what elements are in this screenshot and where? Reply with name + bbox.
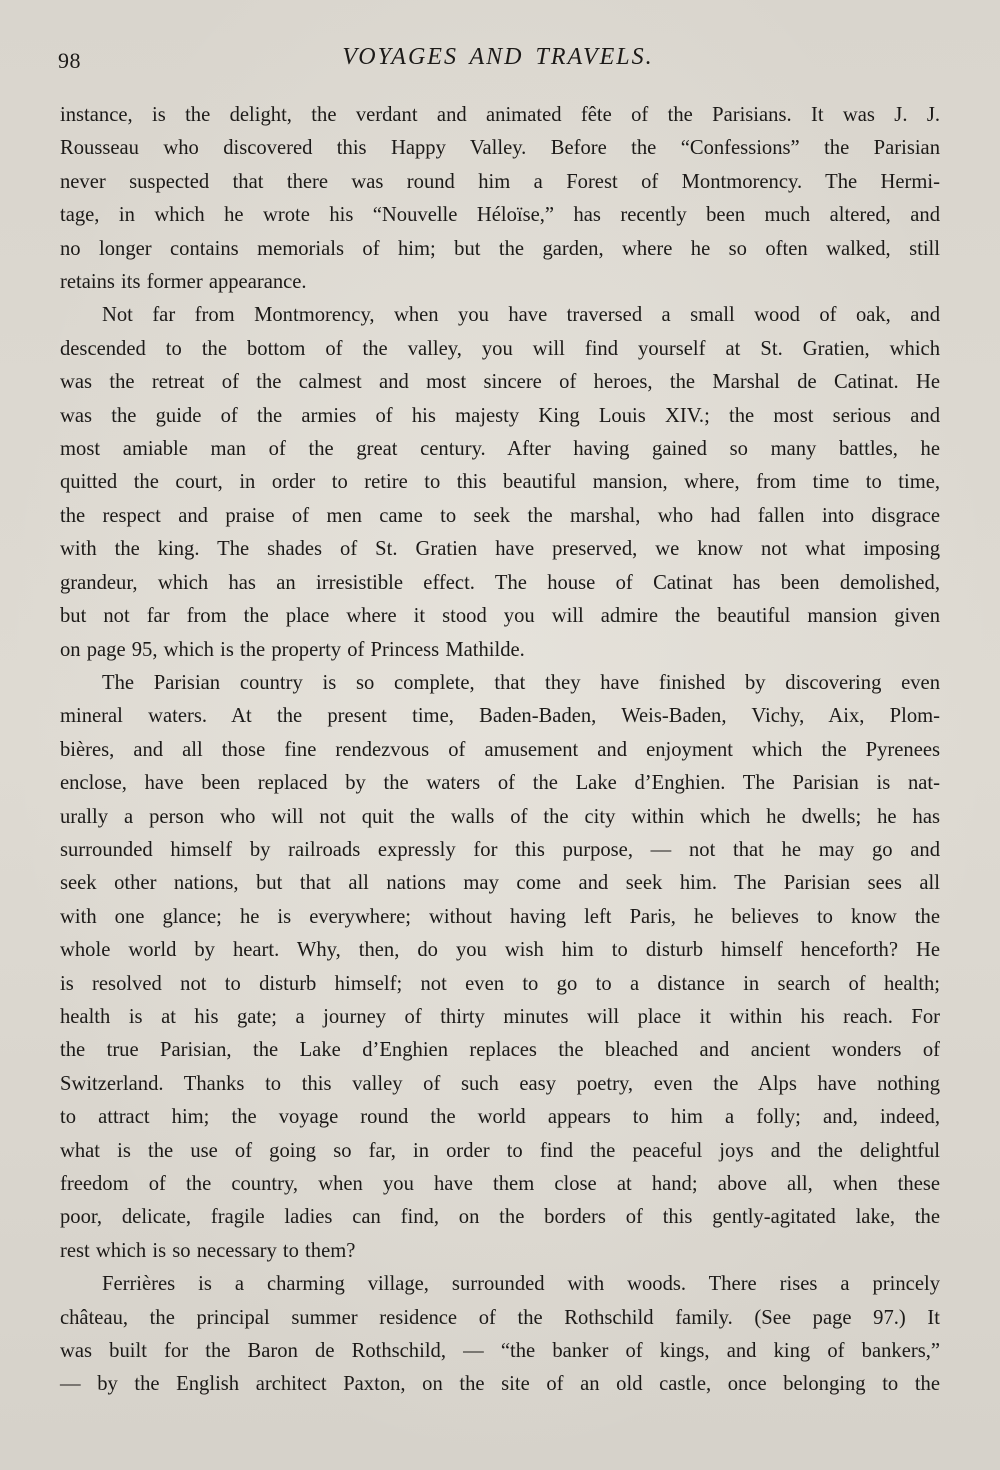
text-line: but not far from the place where it stood you will admire the beautiful mansion given: [60, 605, 940, 628]
text-line: The Parisian country is so complete, that they have finished by discovering even: [102, 671, 940, 694]
text-line: château, the principal summer residence of the Rothschild family. (See page 97.) It: [60, 1306, 940, 1329]
text-line: freedom of the country, when you have them close at hand; above all, when these: [60, 1173, 940, 1195]
text-line: enclose, have been replaced by the waters of the Lake d’Enghien. The Parisian is nat-: [60, 772, 940, 795]
text-line: most amiable man of the great century. After having gained so many battles, he: [60, 438, 940, 461]
text-line: was the retreat of the calmest and most sincere of heroes, the Marshal de Catinat. He: [60, 371, 940, 394]
text-line: Switzerland. Thanks to this valley of such easy poetry, even the Alps have nothing: [60, 1072, 940, 1095]
text-line: the respect and praise of men came to seek the marshal, who had fallen into disgrace: [60, 504, 940, 527]
text-line: never suspected that there was round him a Forest of Montmorency. The Hermi-: [60, 170, 940, 193]
text-line: grandeur, which has an irresistible effect. The house of Catinat has been demolished,: [60, 571, 940, 594]
text-line: poor, delicate, fragile ladies can find, on the borders of this gently-agitated lake, the: [60, 1206, 940, 1229]
text-line: descended to the bottom of the valley, you will find yourself at St. Gratien, which: [60, 337, 940, 360]
text-line: mineral waters. At the present time, Baden-Baden, Weis-Baden, Vichy, Aix, Plom-: [60, 705, 940, 728]
page-header: [58, 40, 938, 80]
text-line: with one glance; he is everywhere; without having left Paris, he believes to know the: [60, 905, 940, 928]
text-line: what is the use of going so far, in order to find the peaceful joys and the delightful: [60, 1139, 940, 1162]
text-line: rest which is so necessary to them?: [60, 1239, 356, 1262]
paragraph: [60, 299, 940, 666]
text-line: Ferrières is a charming village, surrounded with woods. There rises a princely: [102, 1273, 940, 1296]
text-line: the true Parisian, the Lake d’Enghien replaces the bleached and ancient wonders of: [60, 1039, 940, 1062]
paragraph: [60, 667, 940, 1268]
paragraph: [60, 1268, 940, 1402]
text-line: health is at his gate; a journey of thirty minutes will place it within his reach. For: [60, 1005, 940, 1028]
text-line: Not far from Montmorency, when you have traversed a small wood of oak, and: [102, 304, 940, 327]
text-line: — by the English architect Paxton, on the site of an old castle, once belonging to the: [60, 1373, 940, 1396]
text-line: with the king. The shades of St. Gratien have preserved, we know not what imposing: [60, 538, 940, 561]
text-line: tage, in which he wrote his “Nouvelle Héloïse,” has recently been much altered, and: [60, 204, 940, 227]
text-line: is resolved not to disturb himself; not even to go to a distance in search of health;: [60, 972, 940, 995]
paragraph: [60, 99, 940, 299]
page-number: 98: [58, 48, 81, 73]
text-line: urally a person who will not quit the walls of the city within which he dwells; he has: [60, 805, 940, 828]
text-line: surrounded himself by railroads expressly for this purpose, — not that he may go and: [60, 838, 940, 861]
text-line: retains its former appearance.: [60, 271, 307, 294]
text-line: was built for the Baron de Rothschild, — “the banker of kings, and king of bankers,”: [60, 1340, 940, 1363]
text-line: quitted the court, in order to retire to this beautiful mansion, where, from time to time,: [60, 471, 940, 494]
text-line: Rousseau who discovered this Happy Valley. Before the “Confessions” the Parisian: [60, 137, 940, 160]
text-line: no longer contains memorials of him; but the garden, where he so often walked, still: [60, 237, 940, 260]
text-line: was the guide of the armies of his majesty King Louis XIV.; the most serious and: [60, 404, 940, 427]
text-line: to attract him; the voyage round the world appears to him a folly; and, indeed,: [60, 1106, 940, 1129]
running-title: VOYAGES AND TRAVELS.: [342, 44, 654, 70]
text-line: bières, and all those fine rendezvous of amusement and enjoyment which the Pyrenees: [60, 738, 940, 761]
text-line: seek other nations, but that all nations may come and seek him. The Parisian sees all: [60, 872, 940, 895]
text-line: whole world by heart. Why, then, do you wish him to disturb himself henceforth? He: [60, 939, 940, 962]
body-text: [60, 99, 940, 1402]
text-line: instance, is the delight, the verdant and animated fête of the Parisians. It was J. J.: [60, 104, 940, 126]
text-line: on page 95, which is the property of Princess Mathilde.: [60, 638, 525, 661]
